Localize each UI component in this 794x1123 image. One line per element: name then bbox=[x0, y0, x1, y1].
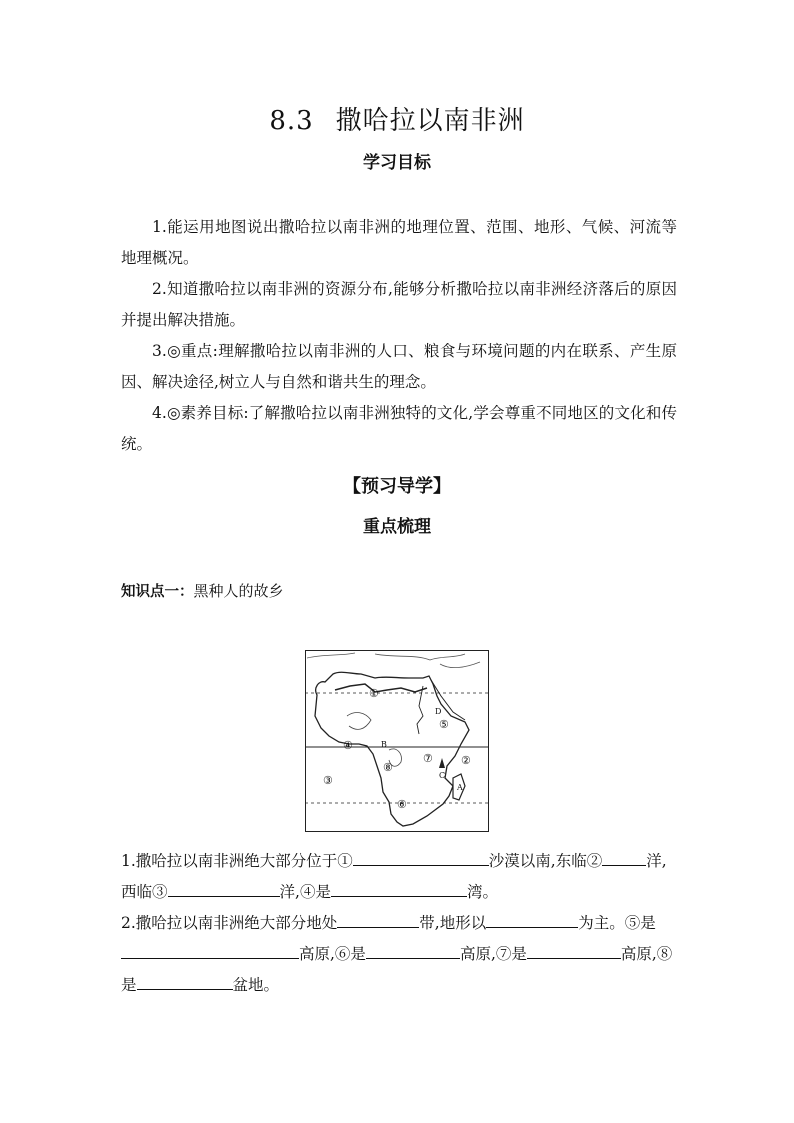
map-label-8: ⑧ bbox=[383, 761, 393, 774]
q2-blank-2[interactable] bbox=[486, 909, 578, 928]
map-label-2: ② bbox=[461, 754, 471, 767]
knowledge-point-label: 知识点一： bbox=[121, 584, 194, 600]
section-subheading: 重点梳理 bbox=[363, 517, 431, 537]
map-label-3: ③ bbox=[323, 774, 333, 787]
section-title: 撒哈拉以南非洲 bbox=[335, 106, 525, 136]
objective-4: 4.◎素养目标:了解撒哈拉以南非洲独特的文化,学会尊重不同地区的文化和传统。 bbox=[121, 404, 677, 453]
q2-blank-1[interactable] bbox=[337, 909, 419, 928]
objectives-heading: 学习目标 bbox=[363, 153, 431, 173]
q1-text-3: 洋,西临③ bbox=[121, 852, 667, 901]
q2-text-3: 为主。⑤是 bbox=[578, 914, 656, 932]
q2-blank-4[interactable] bbox=[366, 940, 460, 959]
objective-1: 1.能运用地图说出撒哈拉以南非洲的地理位置、范围、地形、气候、河流等地理概况。 bbox=[121, 218, 677, 267]
q1-blank-4[interactable] bbox=[331, 878, 467, 897]
map-label-a: A bbox=[457, 783, 463, 792]
q1-blank-1[interactable] bbox=[353, 847, 489, 866]
q2-text-2: 带,地形以 bbox=[419, 914, 487, 932]
q2-text-7: 盆地。 bbox=[232, 976, 280, 994]
map-label-7: ⑦ bbox=[423, 752, 433, 765]
q2-text-5: 高原,⑦是 bbox=[459, 945, 527, 963]
section-heading: 【预习导学】 bbox=[343, 476, 451, 497]
map-label-5: ⑤ bbox=[439, 718, 449, 731]
q1-text-4: 洋,④是 bbox=[279, 883, 331, 901]
knowledge-point-text: 黑种人的故乡 bbox=[193, 582, 284, 600]
map-label-6: ⑥ bbox=[397, 798, 407, 811]
q2-blank-6[interactable] bbox=[137, 971, 233, 990]
question-2 bbox=[121, 908, 677, 1001]
q2-blank-5[interactable] bbox=[527, 940, 621, 959]
map-label-d: D bbox=[435, 707, 442, 716]
question-1 bbox=[121, 846, 677, 908]
map-label-1: ① bbox=[369, 687, 379, 700]
knowledge-point bbox=[121, 580, 284, 601]
objective-3: 3.◎重点:理解撒哈拉以南非洲的人口、粮食与环境问题的内在联系、产生原因、解决途径,树立人与自然和谐共生的理念。 bbox=[121, 342, 677, 391]
map-label-c: C bbox=[439, 771, 446, 780]
map-label-b: B bbox=[381, 740, 387, 749]
q1-text-2: 沙漠以南,东临② bbox=[488, 852, 603, 870]
objective-2: 2.知道撒哈拉以南非洲的资源分布,能够分析撒哈拉以南非洲经济落后的原因并提出解决措施。 bbox=[121, 280, 677, 329]
africa-map bbox=[305, 650, 489, 832]
q1-blank-2[interactable] bbox=[602, 847, 646, 866]
section-number: 8.3 bbox=[269, 106, 314, 136]
q1-text-1: 1.撒哈拉以南非洲绝大部分位于① bbox=[121, 852, 353, 870]
q1-text-5: 湾。 bbox=[466, 883, 498, 901]
q1-blank-3[interactable] bbox=[168, 878, 280, 897]
q2-text-4: 高原,⑥是 bbox=[299, 945, 366, 963]
map-label-4: ④ bbox=[343, 739, 353, 752]
q2-blank-3[interactable] bbox=[121, 940, 299, 959]
q2-text-1: 2.撒哈拉以南非洲绝大部分地处 bbox=[121, 914, 338, 932]
q2-text-6: 高原,⑧是 bbox=[121, 945, 673, 994]
page-title bbox=[0, 100, 794, 137]
